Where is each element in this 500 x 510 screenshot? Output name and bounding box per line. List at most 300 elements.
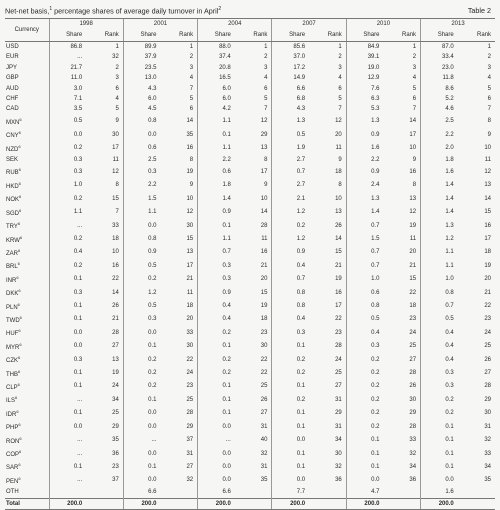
rank-cell: 15 bbox=[484, 209, 491, 216]
rank-cell: 17 bbox=[409, 131, 417, 138]
currency-cell bbox=[5, 393, 49, 406]
share-cell: 0.3 bbox=[123, 313, 160, 326]
rank-cell: 17 bbox=[112, 145, 119, 152]
table-row bbox=[5, 219, 495, 232]
currency-code: RON bbox=[6, 438, 20, 445]
share-cell: 12.9 bbox=[346, 73, 383, 83]
share-cell: 5.2 bbox=[421, 94, 458, 104]
share-column-header: Share bbox=[272, 30, 309, 42]
footnote-marker: 6 bbox=[17, 261, 20, 267]
currency-cell bbox=[5, 63, 49, 73]
rank-cell: 25 bbox=[186, 396, 194, 403]
rank-cell: 12 bbox=[112, 168, 119, 175]
share-cell: 0.0 bbox=[346, 474, 383, 487]
share-cell: 1.2 bbox=[272, 206, 309, 219]
table-row bbox=[5, 447, 495, 460]
rank-cell: 29 bbox=[186, 423, 194, 430]
rank-cell: 9 bbox=[115, 118, 119, 125]
share-cell: 1.0 bbox=[49, 179, 86, 192]
rank-cell: 14 bbox=[484, 195, 491, 202]
rank-cell: 28 bbox=[409, 423, 417, 430]
footnote-marker: 6 bbox=[18, 288, 21, 294]
share-cell: 0.0 bbox=[198, 474, 235, 487]
footnote-marker: 6 bbox=[18, 328, 21, 334]
share-cell: 0.1 bbox=[49, 273, 86, 286]
rank-cell: 30 bbox=[335, 450, 342, 457]
rank-cell bbox=[309, 498, 346, 509]
rank-cell: 30 bbox=[186, 222, 194, 229]
currency-cell bbox=[5, 407, 49, 420]
rank-cell: 20 bbox=[260, 276, 268, 283]
share-cell: 0.1 bbox=[346, 447, 383, 460]
rank-cell: 27 bbox=[186, 463, 194, 470]
table-row bbox=[5, 434, 495, 447]
rank-cell: 7 bbox=[338, 106, 342, 113]
rank-cell: 18 bbox=[112, 236, 119, 242]
share-column-header: Share bbox=[421, 30, 458, 42]
rank-cell: 13 bbox=[260, 145, 268, 152]
currency-cell bbox=[5, 259, 49, 272]
share-cell: 0.0 bbox=[123, 420, 160, 433]
currency-cell bbox=[5, 165, 49, 178]
footnote-marker: 6 bbox=[16, 274, 19, 280]
share-cell: 200.0 bbox=[123, 498, 160, 509]
currency-code: EUR bbox=[6, 54, 19, 61]
rank-cell: 8 bbox=[115, 182, 119, 189]
share-cell: 1.1 bbox=[421, 246, 458, 259]
share-cell: 200.0 bbox=[49, 498, 86, 509]
currency-cell bbox=[5, 380, 49, 393]
rank-cell: 4 bbox=[412, 75, 417, 82]
table-row bbox=[5, 104, 495, 114]
rank-cell: 18 bbox=[409, 303, 417, 310]
rank-cell: 15 bbox=[112, 195, 119, 202]
share-cell: 2.2 bbox=[123, 179, 160, 192]
share-cell: 0.3 bbox=[123, 165, 160, 178]
share-cell: 1.3 bbox=[272, 115, 309, 128]
rank-cell bbox=[383, 498, 420, 509]
share-cell: 0.0 bbox=[123, 326, 160, 339]
share-cell: 0.1 bbox=[198, 407, 235, 420]
rank-cell: 22 bbox=[409, 289, 417, 296]
share-cell: 0.2 bbox=[198, 367, 235, 380]
year-header: 2010 bbox=[346, 19, 420, 31]
share-cell: 0.2 bbox=[123, 367, 160, 380]
share-cell: 0.0 bbox=[123, 447, 160, 460]
share-cell: 2.0 bbox=[421, 142, 458, 155]
share-cell: 0.1 bbox=[272, 420, 309, 433]
rank-cell: 10 bbox=[409, 145, 417, 152]
share-cell: 37.0 bbox=[272, 52, 309, 62]
share-cell: 0.0 bbox=[123, 219, 160, 232]
currency-code: HKD bbox=[6, 183, 19, 190]
share-cell: 23.0 bbox=[421, 63, 458, 73]
share-cell: 3.5 bbox=[49, 104, 86, 114]
share-cell: 0.9 bbox=[198, 286, 235, 299]
footnote-marker: 6 bbox=[18, 462, 21, 468]
rank-cell: 22 bbox=[335, 316, 342, 323]
rank-cell: 4 bbox=[189, 75, 194, 82]
rank-cell bbox=[309, 487, 346, 498]
rank-cell: 35 bbox=[260, 477, 268, 484]
rank-cell: 1 bbox=[338, 44, 342, 50]
share-cell: 0.1 bbox=[346, 460, 383, 473]
rank-cell: 34 bbox=[112, 396, 119, 403]
footnote-marker: 6 bbox=[19, 207, 22, 213]
share-cell: 0.9 bbox=[346, 165, 383, 178]
share-rank-header-row bbox=[5, 30, 495, 42]
table-number-label: Table 2 bbox=[467, 6, 491, 15]
currency-cell bbox=[5, 353, 49, 366]
rank-cell: 28 bbox=[260, 222, 268, 229]
share-column-header: Share bbox=[49, 30, 86, 42]
currency-cell bbox=[5, 273, 49, 286]
share-cell: 4.6 bbox=[421, 104, 458, 114]
rank-cell: 29 bbox=[409, 410, 417, 417]
rank-cell: 32 bbox=[112, 54, 119, 61]
footnote-marker: 6 bbox=[18, 130, 21, 136]
rank-cell bbox=[235, 498, 272, 509]
rank-cell: 26 bbox=[335, 222, 342, 229]
rank-cell: 25 bbox=[409, 343, 417, 350]
share-cell: 21.7 bbox=[49, 63, 86, 73]
rank-cell: 9 bbox=[487, 131, 491, 138]
share-cell: 0.6 bbox=[123, 142, 160, 155]
share-cell: 1.6 bbox=[421, 165, 458, 178]
currency-cell bbox=[5, 313, 49, 326]
currency-code: MYR bbox=[6, 344, 20, 351]
rank-cell: 16 bbox=[112, 262, 119, 269]
table-row bbox=[5, 300, 495, 313]
share-cell: 2.7 bbox=[272, 179, 309, 192]
rank-cell: 26 bbox=[260, 396, 268, 403]
rank-cell: 4 bbox=[338, 75, 342, 82]
share-cell: 0.2 bbox=[198, 326, 235, 339]
currency-cell bbox=[5, 94, 49, 104]
currency-cell bbox=[5, 155, 49, 165]
rank-cell: 14 bbox=[335, 236, 342, 242]
rank-cell: 3 bbox=[189, 64, 194, 71]
currency-code: CAD bbox=[6, 106, 19, 113]
currency-cell bbox=[5, 42, 49, 53]
share-cell: 0.1 bbox=[49, 367, 86, 380]
table-row bbox=[5, 380, 495, 393]
rank-cell: 29 bbox=[260, 131, 268, 138]
currency-cell bbox=[5, 434, 49, 447]
table-row bbox=[5, 246, 495, 259]
rank-cell: 10 bbox=[260, 195, 268, 202]
share-cell: 6.0 bbox=[198, 94, 235, 104]
rank-cell: 30 bbox=[484, 410, 491, 417]
footnote-marker: 6 bbox=[18, 143, 21, 149]
currency-code: KRW bbox=[6, 237, 20, 244]
rank-cell: 36 bbox=[335, 477, 342, 484]
share-cell: 0.8 bbox=[421, 286, 458, 299]
share-cell: ... bbox=[49, 52, 86, 62]
rank-cell: 34 bbox=[409, 463, 417, 470]
rank-cell: 33 bbox=[484, 450, 491, 457]
rank-cell: 30 bbox=[186, 343, 194, 350]
share-cell: 1.1 bbox=[49, 206, 86, 219]
share-cell: 0.0 bbox=[272, 434, 309, 447]
rank-cell: 10 bbox=[484, 145, 491, 152]
share-cell: 37.4 bbox=[198, 52, 235, 62]
rank-cell: 36 bbox=[112, 450, 119, 457]
share-cell: 2.4 bbox=[346, 179, 383, 192]
rank-cell: 21 bbox=[260, 262, 268, 269]
currency-cell bbox=[5, 104, 49, 114]
table-body bbox=[5, 42, 495, 510]
rank-cell: 5 bbox=[115, 106, 119, 113]
share-cell: 0.1 bbox=[421, 447, 458, 460]
rank-cell: 31 bbox=[484, 423, 491, 430]
share-cell: 17.2 bbox=[272, 63, 309, 73]
rank-cell: 22 bbox=[260, 370, 268, 377]
rank-cell: 5 bbox=[189, 96, 194, 103]
share-cell: 0.1 bbox=[198, 380, 235, 393]
rank-cell: 32 bbox=[260, 450, 268, 457]
footnote-marker: 6 bbox=[18, 475, 21, 481]
rank-cell: 12 bbox=[484, 168, 491, 175]
share-cell: 39.1 bbox=[346, 52, 383, 62]
table-row bbox=[5, 259, 495, 272]
currency-code: TWD bbox=[6, 317, 20, 324]
share-cell: 1.4 bbox=[421, 206, 458, 219]
rank-cell: 1 bbox=[412, 44, 417, 50]
year-header: 2004 bbox=[198, 19, 272, 31]
rank-cell: 5 bbox=[338, 96, 342, 103]
rank-cell: 2 bbox=[189, 54, 194, 61]
footnote-marker: 6 bbox=[17, 381, 20, 387]
share-cell: 0.2 bbox=[123, 353, 160, 366]
rank-cell: 19 bbox=[335, 276, 342, 283]
currency-code: PEN bbox=[6, 478, 19, 485]
share-cell: 0.0 bbox=[421, 474, 458, 487]
rank-cell: 32 bbox=[409, 450, 417, 457]
rank-cell: 3 bbox=[412, 64, 417, 71]
share-cell: ... bbox=[198, 434, 235, 447]
rank-cell: 21 bbox=[484, 289, 491, 296]
rank-cell: 25 bbox=[112, 410, 119, 417]
table-row bbox=[5, 367, 495, 380]
rank-cell: 6 bbox=[412, 96, 417, 103]
share-cell: 0.1 bbox=[123, 460, 160, 473]
currency-code: OTH bbox=[6, 489, 19, 496]
share-cell: 0.2 bbox=[272, 367, 309, 380]
footnote-marker: 6 bbox=[18, 247, 21, 253]
rank-cell: 11 bbox=[186, 289, 194, 296]
rank-cell: 6 bbox=[338, 85, 342, 92]
rank-cell: 19 bbox=[112, 370, 119, 377]
rank-cell: 3 bbox=[264, 64, 268, 71]
rank-cell: 3 bbox=[487, 64, 491, 71]
share-cell: 0.4 bbox=[421, 326, 458, 339]
rank-cell: 2 bbox=[338, 54, 342, 61]
rank-cell: 3 bbox=[115, 75, 119, 82]
rank-cell: 2 bbox=[115, 64, 119, 71]
rank-cell: 35 bbox=[484, 477, 491, 484]
rank-cell: 4 bbox=[264, 75, 268, 82]
currency-cell bbox=[5, 84, 49, 94]
share-cell: 0.8 bbox=[272, 300, 309, 313]
share-cell: 0.2 bbox=[346, 367, 383, 380]
share-cell: 88.0 bbox=[198, 42, 235, 53]
currency-cell bbox=[5, 367, 49, 380]
share-cell: 1.1 bbox=[198, 233, 235, 246]
share-cell: 0.2 bbox=[421, 393, 458, 406]
rank-column-header: Rank bbox=[309, 30, 346, 42]
share-cell: 1.1 bbox=[123, 206, 160, 219]
rank-cell: 37 bbox=[186, 437, 194, 444]
rank-cell bbox=[160, 487, 197, 498]
rank-cell: 31 bbox=[335, 423, 342, 430]
share-cell: 4.3 bbox=[272, 104, 309, 114]
currency-code: SEK bbox=[6, 157, 19, 164]
share-cell: 0.1 bbox=[198, 393, 235, 406]
share-cell: 0.1 bbox=[421, 434, 458, 447]
rank-cell: 1 bbox=[189, 44, 194, 50]
currency-code: CLP bbox=[6, 384, 18, 391]
rank-cell: 20 bbox=[335, 131, 342, 138]
share-cell: 23.5 bbox=[123, 63, 160, 73]
share-cell: 0.2 bbox=[49, 192, 86, 205]
share-cell: 1.3 bbox=[346, 192, 383, 205]
currency-code: AUD bbox=[6, 85, 19, 92]
rank-cell: 5 bbox=[412, 85, 417, 92]
rank-cell: 19 bbox=[260, 303, 268, 310]
share-cell: 0.0 bbox=[49, 340, 86, 353]
rank-cell: 33 bbox=[112, 222, 119, 229]
currency-code: THB bbox=[6, 371, 18, 378]
rank-cell: 13 bbox=[484, 182, 491, 189]
rank-cell: 17 bbox=[186, 262, 194, 269]
rank-cell: 23 bbox=[409, 316, 417, 323]
share-cell: 200.0 bbox=[198, 498, 235, 509]
share-cell: 6.8 bbox=[272, 94, 309, 104]
share-cell: 1.5 bbox=[123, 192, 160, 205]
share-cell: 0.2 bbox=[49, 259, 86, 272]
table-row bbox=[5, 286, 495, 299]
share-cell: 0.0 bbox=[123, 128, 160, 141]
share-cell: 84.9 bbox=[346, 42, 383, 53]
rank-cell: 16 bbox=[260, 249, 268, 256]
share-cell: 0.3 bbox=[421, 380, 458, 393]
share-cell: 200.0 bbox=[272, 498, 309, 509]
share-column-header: Share bbox=[346, 30, 383, 42]
rank-cell: 2 bbox=[412, 54, 417, 61]
currency-cell bbox=[5, 340, 49, 353]
rank-cell: 9 bbox=[189, 182, 194, 189]
share-cell: 0.3 bbox=[198, 259, 235, 272]
share-cell: 1.4 bbox=[421, 192, 458, 205]
share-cell: 0.2 bbox=[346, 380, 383, 393]
share-cell: 0.8 bbox=[123, 115, 160, 128]
table-row bbox=[5, 192, 495, 205]
rank-cell: 28 bbox=[409, 370, 417, 377]
rank-cell: 6 bbox=[264, 85, 268, 92]
footnote-marker: 6 bbox=[17, 301, 20, 307]
total-row bbox=[5, 498, 495, 509]
share-cell: 0.1 bbox=[49, 407, 86, 420]
currency-cell bbox=[5, 142, 49, 155]
rank-cell: 8 bbox=[412, 182, 417, 189]
share-cell: 0.0 bbox=[198, 447, 235, 460]
share-cell: 0.1 bbox=[272, 340, 309, 353]
currency-code: JPY bbox=[6, 64, 18, 71]
share-cell: 0.9 bbox=[198, 206, 235, 219]
share-cell: 0.1 bbox=[272, 380, 309, 393]
currency-code: CNY bbox=[6, 133, 19, 140]
share-cell: ... bbox=[49, 447, 86, 460]
table-row bbox=[5, 165, 495, 178]
currency-cell bbox=[5, 326, 49, 339]
share-cell: 200.0 bbox=[421, 498, 458, 509]
rank-cell: 11 bbox=[409, 236, 417, 242]
rank-cell: 32 bbox=[335, 463, 342, 470]
share-cell: 4.5 bbox=[123, 104, 160, 114]
share-cell: 6.0 bbox=[123, 94, 160, 104]
currency-cell bbox=[5, 73, 49, 83]
rank-cell: 37 bbox=[112, 477, 119, 484]
footnote-marker: 6 bbox=[16, 408, 19, 414]
footnote-marker: 6 bbox=[19, 234, 23, 240]
currency-code: USD bbox=[6, 44, 19, 50]
rank-cell: 18 bbox=[484, 249, 491, 256]
rank-cell: 27 bbox=[112, 343, 119, 350]
share-cell: 0.4 bbox=[421, 353, 458, 366]
share-cell: 0.2 bbox=[272, 353, 309, 366]
rank-cell: 5 bbox=[264, 96, 268, 103]
rank-cell: 21 bbox=[186, 276, 194, 283]
rank-cell: 14 bbox=[112, 289, 119, 296]
rank-cell: 17 bbox=[260, 168, 268, 175]
rank-cell: 8 bbox=[487, 118, 491, 125]
currency-cell bbox=[5, 246, 49, 259]
table-row bbox=[5, 179, 495, 192]
share-cell: 0.1 bbox=[49, 313, 86, 326]
currency-code: NZD bbox=[6, 146, 19, 153]
footnote-marker: 6 bbox=[19, 314, 22, 320]
rank-cell: 10 bbox=[186, 195, 194, 202]
rank-cell: 9 bbox=[412, 157, 417, 164]
share-cell: 0.1 bbox=[198, 340, 235, 353]
share-cell: 86.8 bbox=[49, 42, 86, 53]
share-cell: 1.4 bbox=[421, 179, 458, 192]
rank-column-header: Rank bbox=[235, 30, 272, 42]
share-cell: 0.2 bbox=[49, 142, 86, 155]
currency-code: SGD bbox=[6, 210, 20, 217]
share-cell: 33.4 bbox=[421, 52, 458, 62]
table-row bbox=[5, 393, 495, 406]
share-cell: 0.4 bbox=[198, 313, 235, 326]
rank-cell: 23 bbox=[484, 316, 491, 323]
turnover-table bbox=[5, 18, 495, 510]
table-row bbox=[5, 407, 495, 420]
rank-cell: 13 bbox=[335, 209, 342, 216]
rank-cell: 3 bbox=[338, 64, 342, 71]
rank-cell: 30 bbox=[260, 343, 268, 350]
rank-cell: 28 bbox=[186, 410, 194, 417]
currency-cell bbox=[5, 498, 49, 509]
share-cell: 1.0 bbox=[346, 273, 383, 286]
rank-cell: 7 bbox=[412, 106, 417, 113]
rank-cell: 24 bbox=[484, 329, 491, 336]
rank-cell: 15 bbox=[260, 289, 268, 296]
share-cell: 7.7 bbox=[272, 487, 309, 498]
rank-cell: 30 bbox=[409, 396, 417, 403]
rank-cell bbox=[235, 487, 272, 498]
share-cell: 6.0 bbox=[198, 84, 235, 94]
